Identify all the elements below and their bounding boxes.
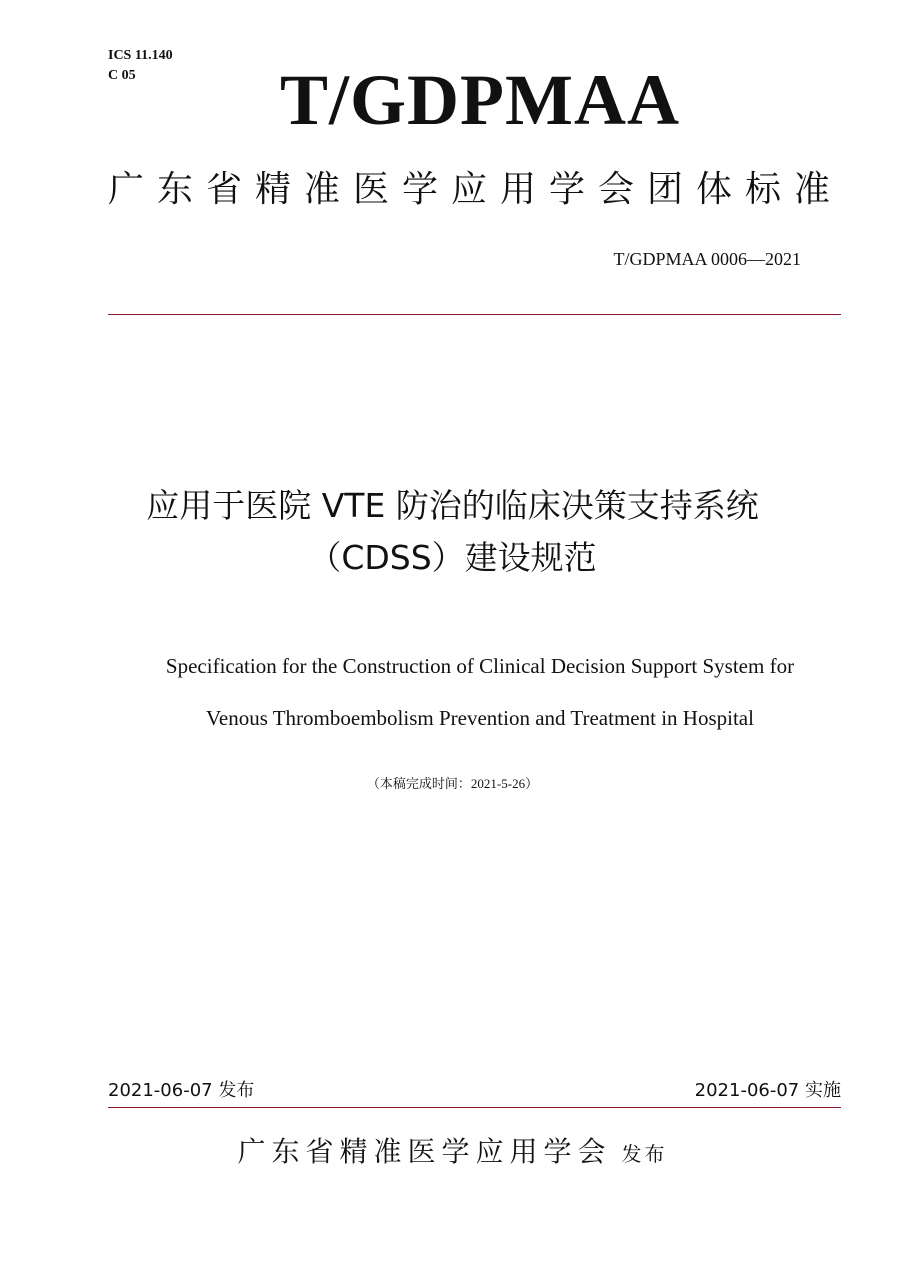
english-title-line-1: Specification for the Construction of Clinical Decision Support System for [165, 654, 795, 678]
ics-code: ICS 11.140 [108, 48, 173, 63]
publisher-name: 广东省精准医学应用学会 [237, 1135, 612, 1168]
top-divider [108, 314, 841, 315]
standard-number: T/GDPMAA 0006—2021 [613, 249, 801, 269]
classification-codes [108, 46, 173, 86]
bottom-divider [108, 1107, 841, 1108]
publisher-action: 发布 [621, 1142, 668, 1166]
chinese-title-line-1: 应用于医院 VTE 防治的临床决策支持系统 [146, 486, 759, 525]
standard-brand: T/GDPMAA [280, 60, 680, 140]
english-title-line-2: Venous Thromboembolism Prevention and Treatment in Hospital [206, 706, 754, 730]
publish-date: 2021-06-07 发布 [108, 1080, 255, 1101]
chinese-title-line-2: （CDSS）建设规范 [308, 538, 597, 577]
org-standard-title: 广东省精准医学应用学会团体标准 [108, 169, 844, 210]
ccs-code: C 05 [108, 68, 136, 83]
publisher [60, 1132, 845, 1174]
chinese-title [60, 480, 845, 584]
implement-date: 2021-06-07 实施 [694, 1080, 841, 1101]
english-title [60, 640, 900, 744]
draft-completion-time: （本稿完成时间：2021-5-26） [366, 776, 539, 791]
